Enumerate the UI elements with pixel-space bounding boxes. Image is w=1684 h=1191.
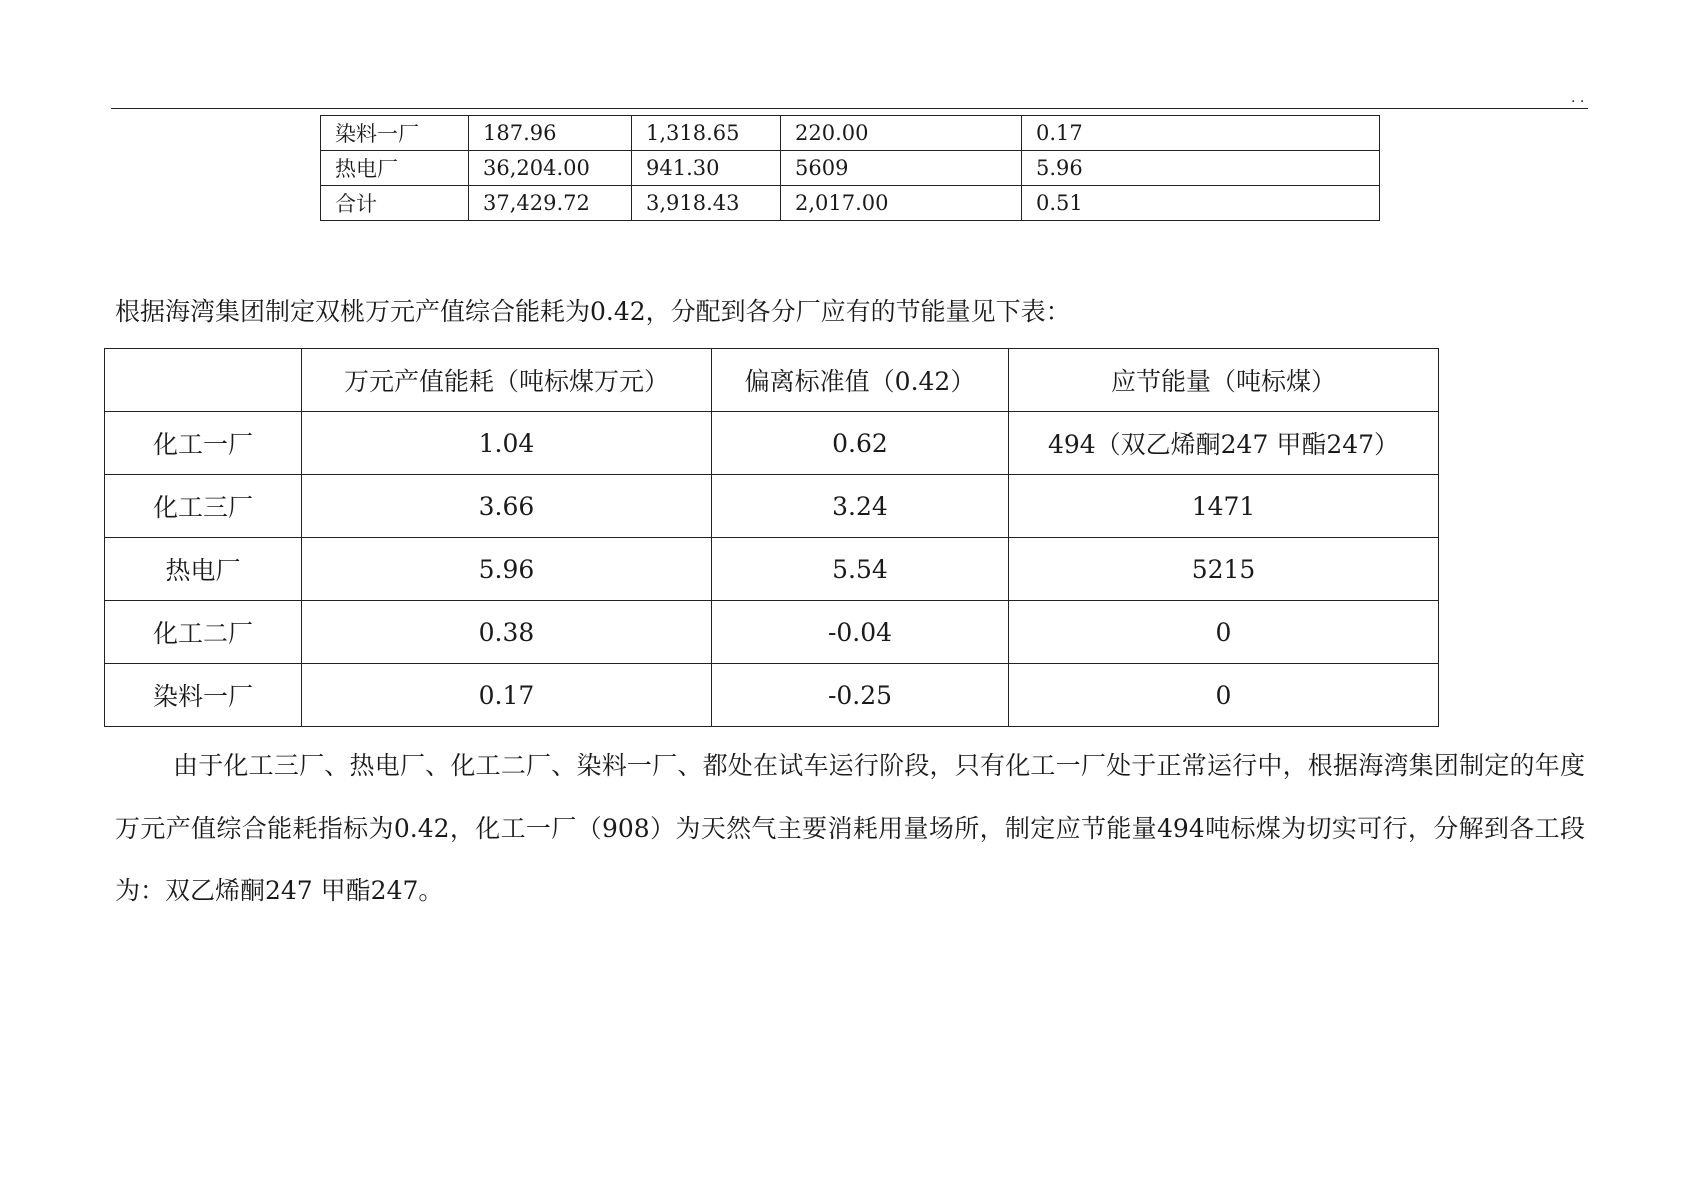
table-cell: 1.04 bbox=[302, 412, 712, 475]
table-cell: 37,429.72 bbox=[469, 186, 632, 221]
table-cell: 化工一厂 bbox=[105, 412, 302, 475]
table-cell: 2,017.00 bbox=[781, 186, 1022, 221]
table-cell: 1471 bbox=[1009, 475, 1439, 538]
table-row bbox=[321, 186, 1380, 221]
table-cell: 染料一厂 bbox=[321, 116, 469, 151]
body-paragraph: 由于化工三厂、热电厂、化工二厂、染料一厂、都处在试车运行阶段，只有化工一厂处于正常运行中，根据海湾集团制定的年度万元产值综合能耗指标为0.42，化工一厂（908）为天然气主要消耗用量场所，制定应节能量494吨标煤为切实可行，分解到各工段为：双乙烯酮247 甲酯247。 bbox=[115, 751, 1585, 905]
table-cell: 3,918.43 bbox=[632, 186, 781, 221]
table-cell: 热电厂 bbox=[105, 538, 302, 601]
table-cell: 3.66 bbox=[302, 475, 712, 538]
table-header-cell: 万元产值能耗（吨标煤万元） bbox=[302, 349, 712, 412]
table-cell: 合计 bbox=[321, 186, 469, 221]
table-cell: 5.96 bbox=[302, 538, 712, 601]
table-cell: 36,204.00 bbox=[469, 151, 632, 186]
table-cell: 染料一厂 bbox=[105, 664, 302, 727]
table-cell: 941.30 bbox=[632, 151, 781, 186]
table-header-cell: 应节能量（吨标煤） bbox=[1009, 349, 1439, 412]
table-header-row bbox=[105, 349, 1439, 412]
table-cell: 0.17 bbox=[302, 664, 712, 727]
table-header-cell: 偏离标准值（0.42） bbox=[712, 349, 1009, 412]
table-cell: 1,318.65 bbox=[632, 116, 781, 151]
table-cell: 0.62 bbox=[712, 412, 1009, 475]
table-cell: 5215 bbox=[1009, 538, 1439, 601]
table-row bbox=[105, 475, 1439, 538]
table-cell: 220.00 bbox=[781, 116, 1022, 151]
table-cell: -0.04 bbox=[712, 601, 1009, 664]
table-cell: 0 bbox=[1009, 664, 1439, 727]
header-rule bbox=[111, 108, 1588, 109]
top-table bbox=[320, 115, 1380, 221]
intro-text: 根据海湾集团制定双桃万元产值综合能耗为0.42，分配到各分厂应有的节能量见下表： bbox=[115, 297, 1071, 326]
table-cell: 5.96 bbox=[1022, 151, 1380, 186]
header-mark: . . bbox=[1571, 90, 1585, 106]
table-cell: 0.17 bbox=[1022, 116, 1380, 151]
table-cell: 187.96 bbox=[469, 116, 632, 151]
table-row bbox=[105, 601, 1439, 664]
table-row bbox=[321, 151, 1380, 186]
table-cell: 494（双乙烯酮247 甲酯247） bbox=[1009, 412, 1439, 475]
table-row bbox=[105, 664, 1439, 727]
table-cell: 0 bbox=[1009, 601, 1439, 664]
table-row bbox=[105, 412, 1439, 475]
table-cell: 化工三厂 bbox=[105, 475, 302, 538]
table-row bbox=[105, 538, 1439, 601]
table-cell: 热电厂 bbox=[321, 151, 469, 186]
main-table bbox=[104, 348, 1439, 727]
table-row bbox=[321, 116, 1380, 151]
table-header-cell bbox=[105, 349, 302, 412]
table-cell: 化工二厂 bbox=[105, 601, 302, 664]
table-cell: 5.54 bbox=[712, 538, 1009, 601]
table-cell: 5609 bbox=[781, 151, 1022, 186]
table-cell: 3.24 bbox=[712, 475, 1009, 538]
table-cell: 0.51 bbox=[1022, 186, 1380, 221]
table-cell: 0.38 bbox=[302, 601, 712, 664]
table-cell: -0.25 bbox=[712, 664, 1009, 727]
